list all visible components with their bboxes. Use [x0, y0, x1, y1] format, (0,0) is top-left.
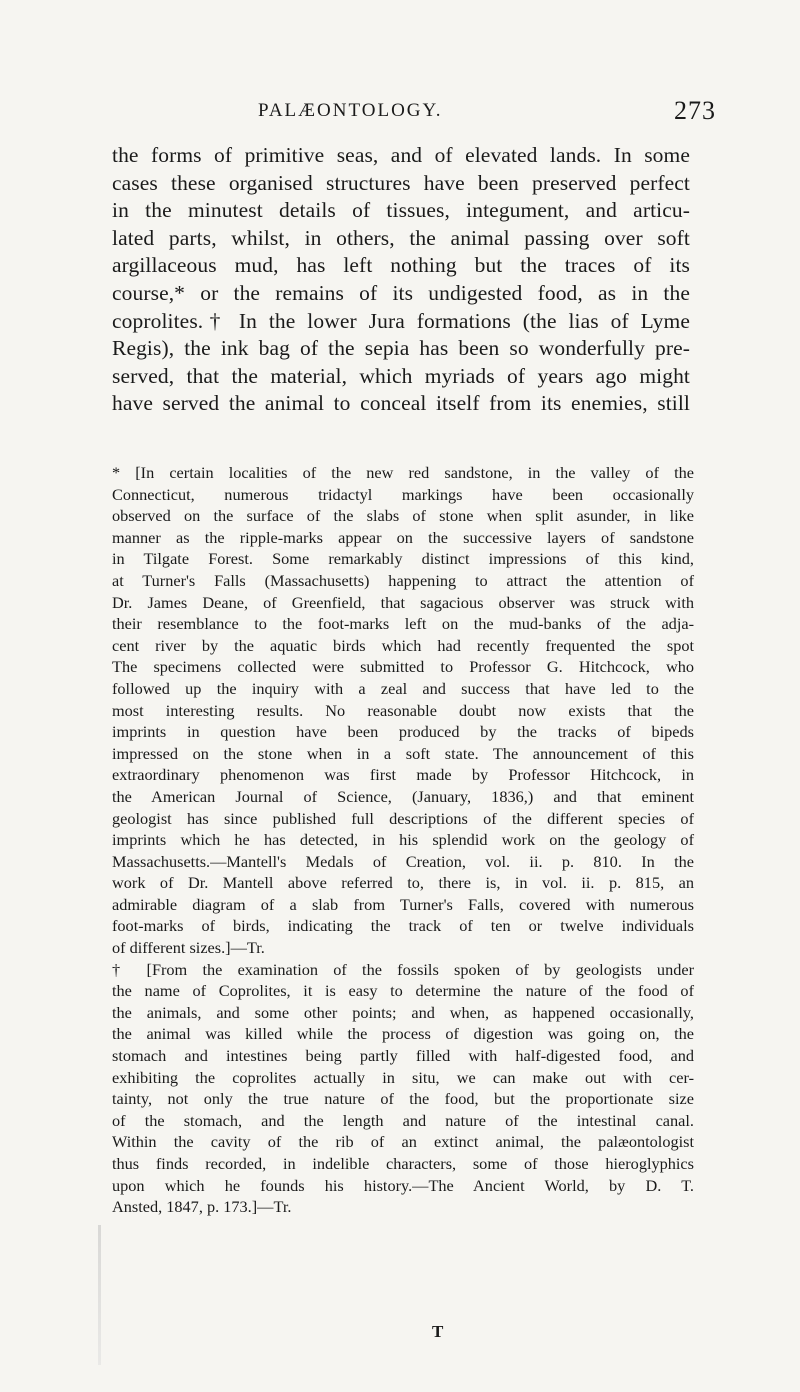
footnote-line: most interesting results. No reasonable doubt now exists that the [112, 700, 694, 720]
footnote-line: impressed on the stone when in a soft state. The announcement of this [112, 743, 694, 763]
footnote-line: admirable diagram of a slab from Turner's Falls, covered with numerous [112, 894, 694, 914]
footnote-line: thus finds recorded, in indelible characters, some of those hieroglyphics [112, 1154, 694, 1173]
footnote-line: Within the cavity of the rib of an extinct animal, the palæontologist [112, 1132, 694, 1152]
body-line: served, that the material, which myriads of years ago might [112, 363, 690, 388]
body-line: have served the animal to conceal itself from its enemies, still [112, 391, 690, 416]
body-line: coprolites.† In the lower Jura formations (the lias of Lyme [112, 308, 690, 333]
footnote-line: foot-marks of birds, indicating the track of ten or twelve individuals [112, 916, 694, 936]
footnote-line: of different sizes.]—Tr. [112, 938, 265, 958]
footnote-line: the name of Coprolites, it is easy to determine the nature of the food of [112, 981, 694, 1001]
margin-shadow [98, 1225, 101, 1365]
footnote-line: The specimens collected were submitted to Professor G. Hitchcock, who [112, 657, 694, 677]
running-head [0, 96, 800, 130]
body-line: Regis), the ink bag of the sepia has been so wonderfully pre- [112, 336, 690, 361]
body-line: argillaceous mud, has left nothing but the traces of its [112, 253, 690, 278]
footnote-line: Dr. James Deane, of Greenfield, that sagacious observer was struck with [112, 592, 694, 612]
footnote-line: Connecticut, numerous tridactyl markings have been occasionally [112, 484, 694, 504]
page-number: 273 [674, 96, 716, 125]
footnote-line: the American Journal of Science, (January, 1836,) and that eminent [112, 786, 694, 806]
body-line: lated parts, whilst, in others, the animal passing over soft [112, 225, 690, 250]
footnote-line: exhibiting the coprolites actually in situ, we can make out with cer- [112, 1067, 694, 1087]
footnote-line: their resemblance to the foot-marks left on the mud-banks of the adja- [112, 614, 694, 634]
footnote-line: stomach and intestines being partly filled with half-digested food, and [112, 1046, 694, 1066]
footnote-line: at Turner's Falls (Massachusetts) happening to attract the attention of [112, 570, 694, 590]
footnote-line: the animal was killed while the process of digestion was going on, the [112, 1024, 694, 1044]
footnote-line: Ansted, 1847, p. 173.]—Tr. [112, 1197, 292, 1217]
footnote-line: of the stomach, and the length and nature of the intestinal canal. [112, 1110, 694, 1130]
footnote-line: cent river by the aquatic birds which had recently frequented the spot [112, 635, 694, 655]
body-line: course,* or the remains of its undigested food, as in the [112, 280, 690, 305]
footnote-line: the animals, and some other points; and when, as happened occasionally, [112, 1002, 694, 1022]
footnote-line: † [From the examination of the fossils spoken of by geologists under [112, 959, 694, 979]
running-title: PALÆONTOLOGY. [258, 100, 443, 121]
body-line: the forms of primitive seas, and of elevated lands. In some [112, 143, 690, 167]
footnote-line: upon which he founds his history.—The Ancient World, by D. T. [112, 1175, 694, 1195]
footnote-line: manner as the ripple-marks appear on the successive layers of sandstone [112, 527, 694, 547]
footnote-line: in Tilgate Forest. Some remarkably distinct impressions of this kind, [112, 549, 694, 569]
footnote-line: * [In certain localities of the new red sandstone, in the valley of the [112, 463, 694, 482]
footnote-line: extraordinary phenomenon was first made by Professor Hitchcock, in [112, 765, 694, 785]
footnote-line: tainty, not only the true nature of the food, but the proportionate size [112, 1089, 694, 1109]
footnote-line: geologist has since published full descriptions of the different species of [112, 808, 694, 828]
footnote-line: imprints which he has detected, in his splendid work on the geology of [112, 830, 694, 850]
signature-mark: T [432, 1322, 444, 1341]
footnotes [112, 462, 694, 1218]
body-line: in the minutest details of tissues, integument, and articu- [112, 198, 690, 223]
body-line: cases these organised structures have been preserved perfect [112, 170, 690, 195]
footnote-line: observed on the surface of the slabs of stone when split asunder, in like [112, 506, 694, 526]
body-paragraph [112, 142, 690, 418]
footnote-line: imprints in question have been produced by the tracks of bipeds [112, 722, 694, 742]
footnote-line: followed up the inquiry with a zeal and success that have led to the [112, 678, 694, 698]
footnote-line: Massachusetts.—Mantell's Medals of Creation, vol. ii. p. 810. In the [112, 851, 694, 871]
footnote-line: work of Dr. Mantell above referred to, there is, in vol. ii. p. 815, an [112, 873, 694, 893]
